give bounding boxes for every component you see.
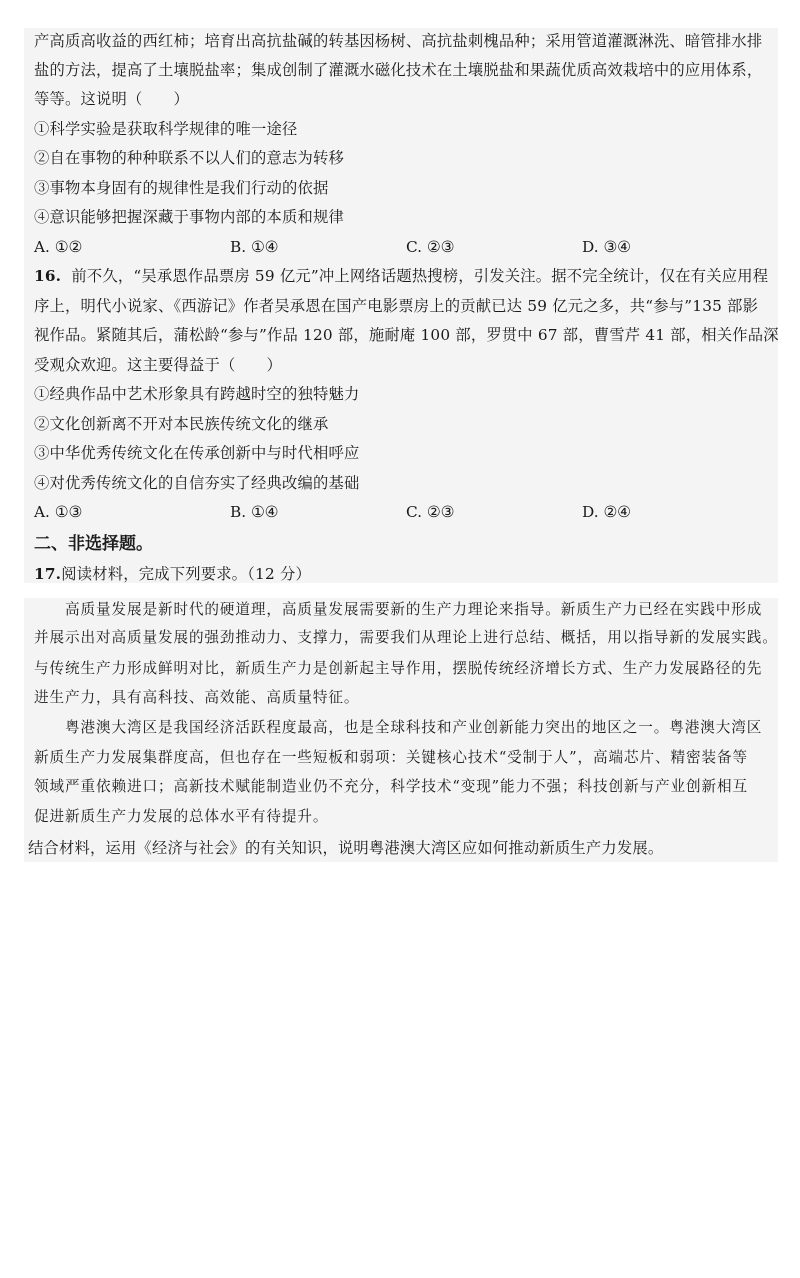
q16-item: ②文化创新离不开对本民族传统文化的继承 — [34, 415, 329, 433]
q16-item: ①经典作品中艺术形象具有跨越时空的独特魅力 — [34, 385, 360, 403]
q15-option-c: C. ②③ — [406, 238, 455, 256]
q16-stem-line: 受观众欢迎。这主要得益于（ ） — [34, 356, 282, 374]
q16-item: ④对优秀传统文化的自信夯实了经典改编的基础 — [34, 474, 360, 492]
q16-stem-line — [34, 266, 768, 286]
q16-stem-text: 前不久，“吴承恩作品票房 59 亿元”冲上网络话题热搜榜，引发关注。据不完全统计，仅在有关应用程 — [71, 267, 769, 285]
q17-number: 17. — [34, 565, 62, 583]
q16-option-c: C. ②③ — [406, 503, 455, 521]
questions-panel — [24, 28, 778, 583]
material-line: 领域严重依赖进口；高新技术赋能制造业仍不充分，科学技术“变现”能力不强；科技创新与产业创新相互 — [34, 778, 748, 795]
q17-question: 结合材料，运用《经济与社会》的有关知识，说明粤港澳大湾区应如何推动新质生产力发展。 — [28, 839, 664, 857]
section-heading: 二、非选择题。 — [34, 534, 153, 554]
q15-option-b: B. ①④ — [230, 238, 279, 256]
q15-item: ①科学实验是获取科学规律的唯一途径 — [34, 120, 298, 138]
material-line: 进生产力，具有高科技、高效能、高质量特征。 — [34, 689, 360, 706]
q17-prompt-line — [34, 564, 311, 584]
q16-stem-line: 序上，明代小说家、《西游记》作者吴承恩在国产电影票房上的贡献已达 59 亿元之多，共“参与”135 部影 — [34, 297, 759, 315]
material-panel — [24, 598, 778, 862]
material-line: 与传统生产力形成鲜明对比，新质生产力是创新起主导作用，摆脱传统经济增长方式、生产力发展路径的先 — [34, 660, 763, 677]
material-line: 并展示出对高质量发展的强劲推动力、支撑力，需要我们从理论上进行总结、概括，用以指导新的发展实践。 — [34, 629, 778, 646]
q15-stem-line: 产高质高收益的西红柿；培育出高抗盐碱的转基因杨树、高抗盐刺槐品种；采用管道灌溉淋洗、暗管排水排 — [34, 32, 763, 50]
q16-option-b: B. ①④ — [230, 503, 279, 521]
q16-option-d: D. ②④ — [582, 503, 631, 521]
material-line: 高质量发展是新时代的硬道理，高质量发展需要新的生产力理论来指导。新质生产力已经在实践中形成 — [34, 601, 763, 618]
q15-option-a: A. ①② — [34, 238, 83, 256]
q17-prompt: 阅读材料，完成下列要求。（12 分） — [61, 565, 311, 583]
q15-item: ③事物本身固有的规律性是我们行动的依据 — [34, 179, 329, 197]
q15-item: ②自在事物的种种联系不以人们的意志为转移 — [34, 149, 344, 167]
q16-stem-line: 视作品。紧随其后，蒲松龄“参与”作品 120 部，施耐庵 100 部，罗贯中 67 部，曹雪芹 41 部，相关作品深 — [34, 326, 779, 344]
q15-stem-line: 盐的方法，提高了土壤脱盐率；集成创制了灌溉水磁化技术在土壤脱盐和果蔬优质高效栽培中的应用体系， — [34, 61, 763, 79]
material-line: 促进新质生产力发展的总体水平有待提升。 — [34, 808, 329, 825]
q15-stem-line: 等等。这说明（ ） — [34, 90, 189, 108]
q16-option-a: A. ①③ — [34, 503, 83, 521]
q15-item: ④意识能够把握深藏于事物内部的本质和规律 — [34, 208, 344, 226]
material-line: 粤港澳大湾区是我国经济活跃程度最高，也是全球科技和产业创新能力突出的地区之一。粤港澳大湾区 — [34, 719, 763, 736]
q16-number: 16. — [34, 267, 62, 285]
material-line: 新质生产力发展集群度高，但也存在一些短板和弱项：关键核心技术“受制于人”，高端芯片、精密装备等 — [34, 749, 748, 766]
q15-option-d: D. ③④ — [582, 238, 631, 256]
q16-item: ③中华优秀传统文化在传承创新中与时代相呼应 — [34, 444, 360, 462]
